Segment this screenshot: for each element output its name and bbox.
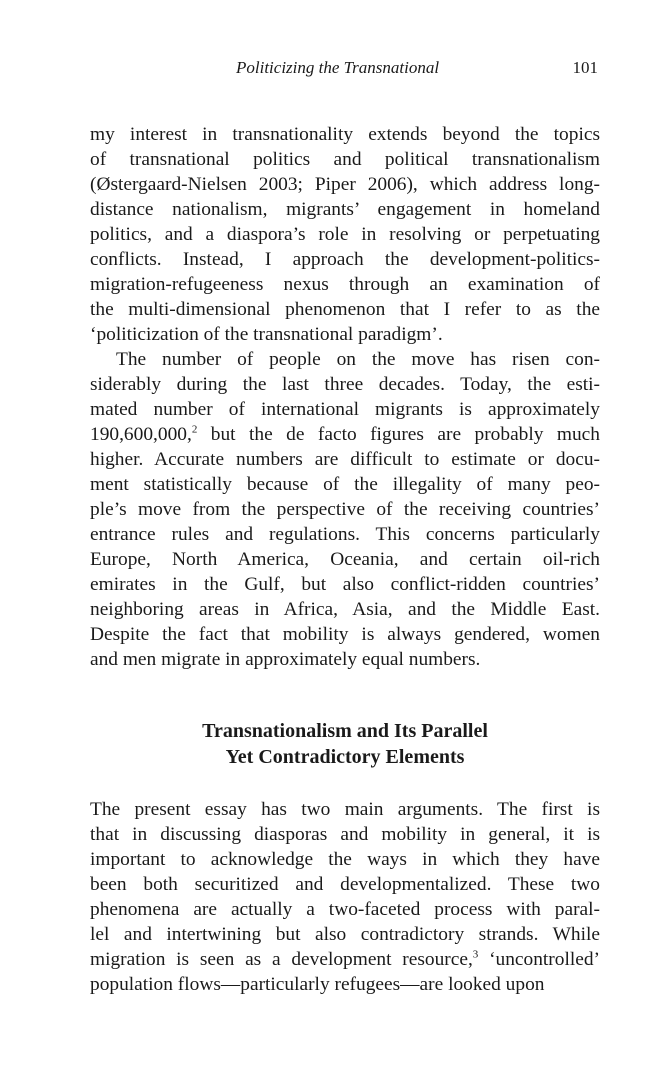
text-line: conflicts. Instead, I approach the development-politics-: [90, 249, 600, 270]
text-line: emirates in the Gulf, but also conflict-ridden countries’: [90, 574, 600, 595]
footnote-ref: 2: [191, 423, 198, 436]
text-line: the multi-dimensional phenomenon that I refer to as the: [90, 299, 600, 320]
text-line: ment statistically because of the illegality of many peo-: [90, 474, 600, 495]
text-fragment: migration is seen as a development resource,: [90, 949, 473, 970]
text-fragment: ‘uncontrolled’: [489, 949, 600, 970]
text-line: Europe, North America, Oceania, and certain oil-rich: [90, 549, 600, 570]
text-line: mated number of international migrants is approximately: [90, 399, 600, 420]
text-line: ple’s move from the perspective of the receiving countries’: [90, 499, 600, 520]
text-fragment: 190,600,000,: [90, 424, 192, 445]
text-line: (Østergaard-Nielsen 2003; Piper 2006), which address long-: [90, 174, 600, 195]
text-line-with-footnote: [90, 422, 600, 447]
text-line: The present essay has two main arguments. The first is: [90, 799, 600, 820]
text-line: distance nationalism, migrants’ engagement in homeland: [90, 199, 600, 220]
text-line: phenomena are actually a two-faceted process with paral-: [90, 899, 600, 920]
paragraph-1: [90, 122, 600, 347]
text-line: entrance rules and regulations. This concerns particularly: [90, 524, 600, 545]
text-line: politics, and a diaspora’s role in resolving or perpetuating: [90, 224, 600, 245]
text-line: and men migrate in approximately equal numbers.: [90, 649, 481, 670]
text-line: neighboring areas in Africa, Asia, and the Middle East.: [90, 599, 600, 620]
text-line: migration-refugeeness nexus through an examination of: [90, 274, 600, 295]
text-line: higher. Accurate numbers are difficult to estimate or docu-: [90, 449, 600, 470]
text-line: ‘politicization of the transnational paradigm’.: [90, 324, 443, 345]
text-line: that in discussing diasporas and mobility in general, it is: [90, 824, 600, 845]
text-line: siderably during the last three decades. Today, the esti-: [90, 374, 600, 395]
text-line: The number of people on the move has risen con-: [116, 349, 600, 370]
running-title: Politicizing the Transnational: [236, 58, 440, 77]
paragraph-2: [90, 347, 600, 672]
text-fragment: but the de facto figures are probably much: [210, 424, 600, 445]
text-line: my interest in transnationality extends beyond the topics: [90, 124, 600, 145]
footnote-ref: 3: [472, 948, 479, 961]
text-line: been both securitized and developmentalized. These two: [90, 874, 600, 895]
text-line-with-footnote: [90, 947, 600, 972]
running-head: [90, 58, 600, 84]
text-line: important to acknowledge the ways in which they have: [90, 849, 600, 870]
text-line: Despite the fact that mobility is always gendered, women: [90, 624, 600, 645]
text-line: of transnational politics and political transnationalism: [90, 149, 600, 170]
section-heading: [90, 718, 600, 770]
paragraph-3: [90, 797, 600, 997]
text-line: lel and intertwining but also contradictory strands. While: [90, 924, 600, 945]
text-line: population flows—particularly refugees—are looked upon: [90, 974, 545, 995]
page-number: 101: [572, 58, 598, 77]
section-heading-line: Yet Contradictory Elements: [225, 746, 465, 768]
section-heading-line: Transnationalism and Its Parallel: [202, 720, 488, 742]
